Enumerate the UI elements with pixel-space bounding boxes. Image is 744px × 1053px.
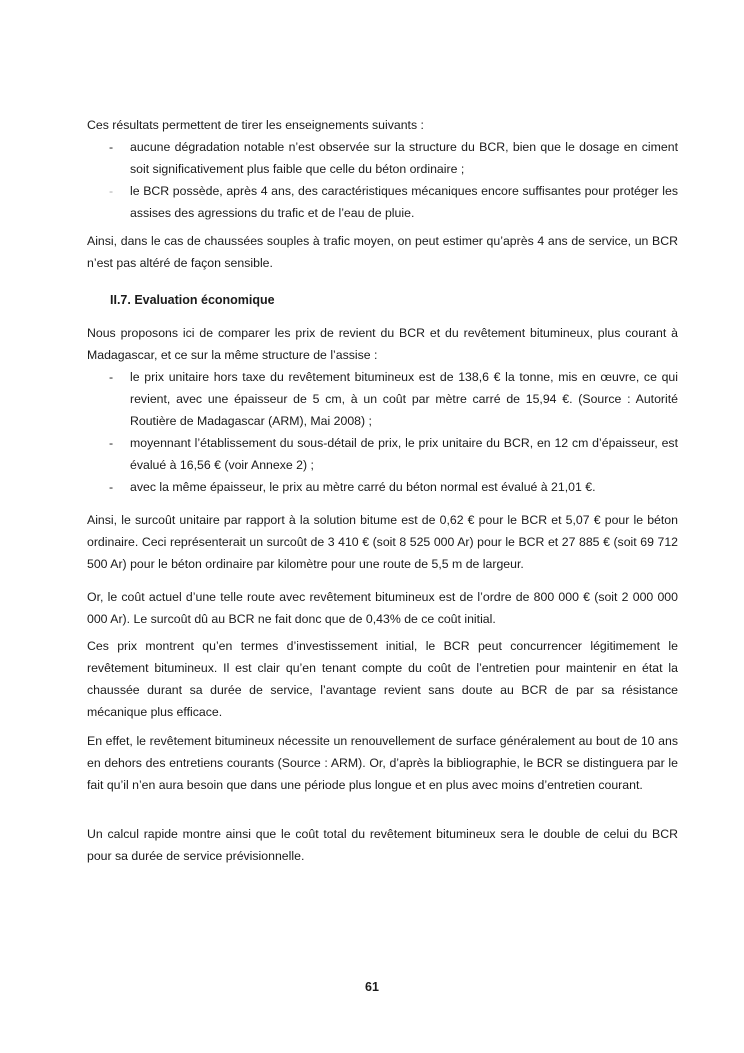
conclusion-paragraph: Ainsi, dans le cas de chaussées souples à trafic moyen, on peut estimer qu’après 4 ans de service, un BCR n’est pas altéré de façon sensible. [87, 234, 678, 270]
list-item-text: moyennant l’établissement du sous-détail de prix, le prix unitaire du BCR, en 12 cm d’épaisseur, est évalué à 16,56 € (voir Annexe 2) ; [130, 436, 678, 472]
results-intro [87, 114, 678, 224]
surcost-paragraph: Ainsi, le surcoût unitaire par rapport à la solution bitume est de 0,62 € pour le BCR et 5,07 € pour le béton ordinaire. Ceci représenterait un surcoût de 3 410 € (soit 8 525 000 Ar) pour le BCR et 27 885 € (soit 69 712 500 Ar) pour le béton ordinaire par kilomètre pour une route de 5,5 m de largeur. [87, 513, 678, 571]
findings-list [87, 136, 678, 224]
investment-paragraph: Ces prix montrent qu’en termes d’investissement initial, le BCR peut concurrencer légitimement le revêtement bitumineux. Il est clair qu’en tenant compte du coût de l’entretien pour maintenir en état la chaussée durant sa durée de service, l’avantage revient sans doute au BCR de par sa résistance mécanique plus efficace. [87, 639, 678, 719]
intro-text: Ces résultats permettent de tirer les enseignements suivants : [87, 118, 424, 132]
page-number: 61 [365, 980, 379, 994]
bullet-dash: - [109, 370, 114, 384]
section-heading: II.7. Evaluation économique [110, 293, 275, 307]
price-list [87, 366, 678, 498]
list-item-text: le BCR possède, après 4 ans, des caractéristiques mécaniques encore suffisantes pour protéger les assises des agressions du trafic et de l’eau de pluie. [130, 184, 678, 220]
total-cost-paragraph: Un calcul rapide montre ainsi que le coût total du revêtement bitumineux sera le double de celui du BCR pour sa durée de service prévisionnelle. [87, 827, 678, 863]
comparison-text: Nous proposons ici de comparer les prix de revient du BCR et du revêtement bitumineux, plus courant à Madagascar, et ce sur la même structure de l’assise : [87, 326, 678, 362]
list-item [87, 432, 678, 476]
maintenance-paragraph: En effet, le revêtement bitumineux nécessite un renouvellement de surface généralement au bout de 10 ans en dehors des entretiens courants (Source : ARM). Or, d’après la bibliographie, le BCR se distinguera par le fait qu’il n’en aura besoin que dans une période plus longue et en plus avec moins d’entretien courant. [87, 734, 678, 792]
bullet-dash: - [109, 184, 114, 198]
list-item [87, 366, 678, 432]
bullet-dash: - [109, 140, 114, 154]
list-item-text: aucune dégradation notable n’est observée sur la structure du BCR, bien que le dosage en ciment soit significativement plus faible que celle du béton ordinaire ; [130, 140, 678, 176]
list-item-text: le prix unitaire hors taxe du revêtement bitumineux est de 138,6 € la tonne, mis en œuvre, ce qui revient, avec une épaisseur de 5 cm, à un coût par mètre carré de 15,94 €. (Source : Autorité Routière de Madagascar (ARM), Mai 2008) ; [130, 370, 678, 428]
list-item [87, 476, 678, 498]
road-cost-paragraph: Or, le coût actuel d’une telle route avec revêtement bitumineux est de l’ordre de 800 000 € (soit 2 000 000 000 Ar). Le surcoût dû au BCR ne fait donc que de 0,43% de ce coût initial. [87, 590, 678, 626]
list-item [87, 180, 678, 224]
bullet-dash: - [109, 436, 114, 450]
bullet-dash: - [109, 480, 114, 494]
list-item [87, 136, 678, 180]
comparison-intro [87, 322, 678, 498]
list-item-text: avec la même épaisseur, le prix au mètre carré du béton normal est évalué à 21,01 €. [130, 480, 596, 494]
